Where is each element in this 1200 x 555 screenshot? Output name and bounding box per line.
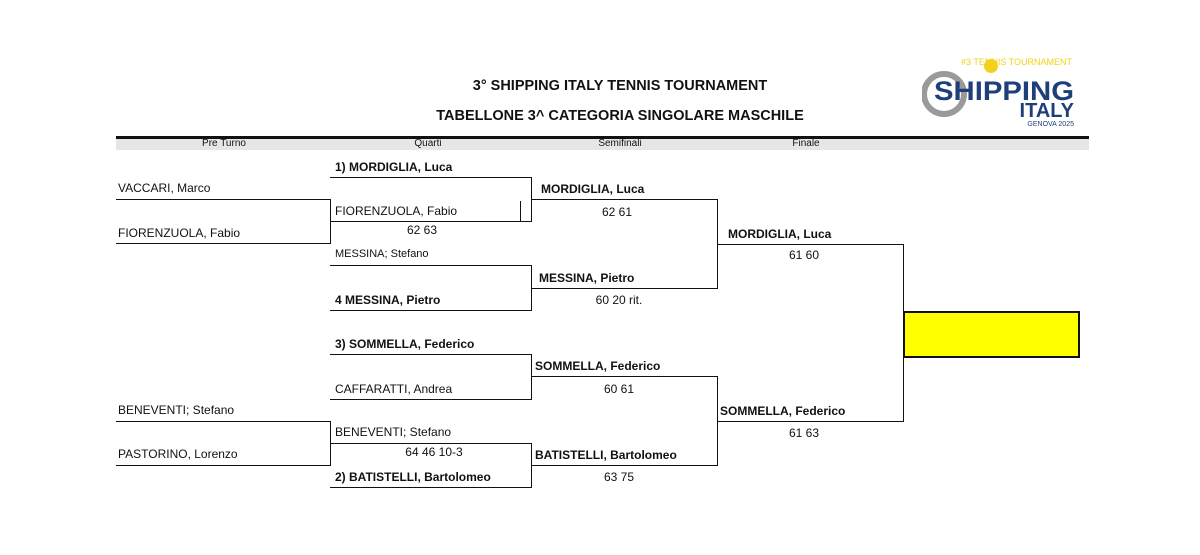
- pre-turno-player-beneventi: BENEVENTI; Stefano: [118, 403, 235, 417]
- semifinali-score-1: 62 61: [601, 205, 633, 219]
- finale-player-1: MORDIGLIA, Luca: [728, 227, 832, 241]
- bracket-line: [531, 376, 718, 377]
- shipping-italy-logo: [922, 54, 1082, 128]
- logo-word-shipping: SHIPPING: [934, 76, 1074, 106]
- quarti-player-5: 3) SOMMELLA, Federico: [335, 337, 475, 351]
- bracket-line: [116, 243, 331, 244]
- quarti-player-4: 4 MESSINA, Pietro: [335, 293, 441, 307]
- tournament-title: 3° SHIPPING ITALY TENNIS TOURNAMENT: [472, 78, 768, 94]
- bracket-line: [531, 288, 718, 289]
- semifinali-player-2: MESSINA, Pietro: [539, 271, 635, 285]
- bracket-line: [116, 421, 331, 422]
- quarti-score-2: 62 63: [406, 223, 438, 237]
- bracket-line: [717, 244, 904, 245]
- semifinali-score-2: 60 20 rit.: [595, 293, 643, 307]
- bracket-line: [330, 354, 532, 355]
- bracket-line: [531, 465, 718, 466]
- logo-place: GENOVA 2025: [1027, 121, 1074, 128]
- quarti-player-1: 1) MORDIGLIA, Luca: [335, 160, 453, 174]
- finale-score-1: 61 60: [788, 248, 820, 262]
- column-header-finale: Finale: [792, 138, 820, 149]
- quarti-player-7: BENEVENTI; Stefano: [335, 425, 452, 439]
- finale-player-2: SOMMELLA, Federico: [720, 404, 846, 418]
- bracket-line: [531, 199, 718, 200]
- pre-turno-player-fiorenzuola: FIORENZUOLA, Fabio: [118, 226, 241, 240]
- column-header-quarti: Quarti: [414, 138, 442, 149]
- column-header-semifinali: Semifinali: [598, 138, 642, 149]
- quarti-player-3: MESSINA; Stefano: [335, 248, 429, 260]
- semifinali-player-3: SOMMELLA, Federico: [535, 359, 661, 373]
- pre-turno-player-pastorino: PASTORINO, Lorenzo: [118, 447, 238, 461]
- column-header-pre-turno: Pre Turno: [202, 138, 246, 149]
- bracket-line: [330, 177, 532, 178]
- logo-word-italy: ITALY: [1019, 100, 1074, 122]
- semifinali-player-4: BATISTELLI, Bartolomeo: [535, 448, 677, 462]
- semifinali-player-1: MORDIGLIA, Luca: [541, 182, 645, 196]
- semifinali-score-4: 63 75: [603, 470, 635, 484]
- bracket-line: [330, 399, 532, 400]
- quarti-player-2: FIORENZUOLA, Fabio: [335, 204, 458, 218]
- logo-tagline: #3 TENNIS TOURNAMENT: [960, 57, 1072, 67]
- bracket-line: [330, 487, 532, 488]
- finale-score-2: 61 63: [788, 426, 820, 440]
- bracket-subtitle: TABELLONE 3^ CATEGORIA SINGOLARE MASCHILE: [436, 108, 804, 124]
- bracket-line: [330, 310, 532, 311]
- pre-turno-player-vaccari: VACCARI, Marco: [118, 181, 211, 195]
- winner-box: [903, 311, 1080, 358]
- quarti-player-6: CAFFARATTI, Andrea: [335, 382, 453, 396]
- bracket-tick: [520, 201, 521, 221]
- semifinali-score-3: 60 61: [603, 382, 635, 396]
- bracket-line: [116, 199, 331, 200]
- bracket-line: [330, 265, 532, 266]
- quarti-player-8: 2) BATISTELLI, Bartolomeo: [335, 470, 491, 484]
- bracket-line: [717, 421, 904, 422]
- quarti-score-7: 64 46 10-3: [405, 445, 463, 459]
- bracket-line: [116, 465, 331, 466]
